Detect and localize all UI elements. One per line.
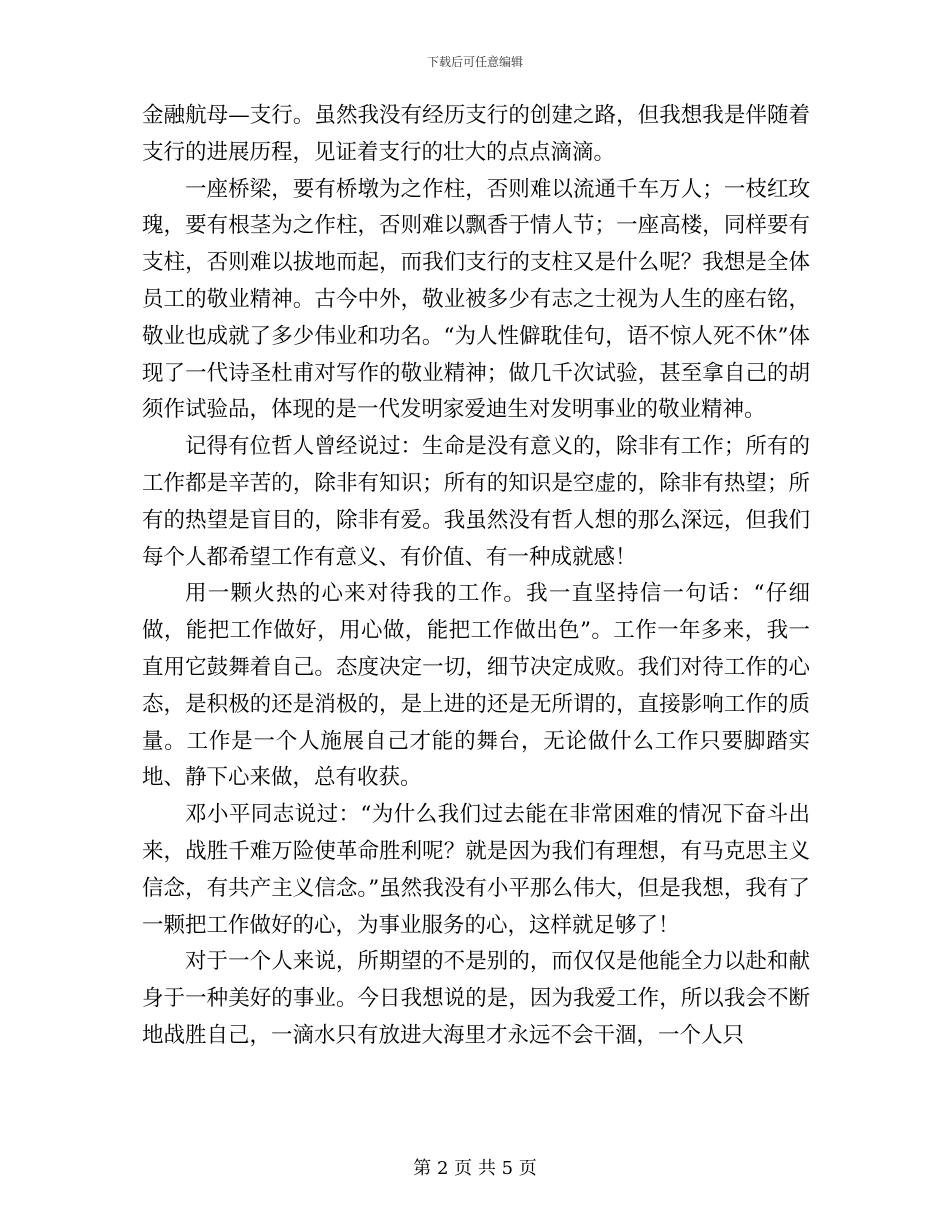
document-body xyxy=(142,98,810,1055)
paragraph: 邓小平同志说过：“为什么我们过去能在非常困难的情况下奋斗出来，战胜千难万险使革命胜利呢？就是因为我们有理想，有马克思主义信念，有共产主义信念。”虽然我没有小平那么伟大，但是我想，我有了一颗把工作做好的心，为事业服务的心，这样就足够了！ xyxy=(142,802,810,938)
paragraph: 对于一个人来说，所期望的不是别的，而仅仅是他能全力以赴和献身于一种美好的事业。今日我想说的是，因为我爱工作，所以我会不断地战胜自己，一滴水只有放进大海里才永远不会干涸，一个人只 xyxy=(142,949,810,1048)
page-number: 第 2 页 共 5 页 xyxy=(413,1158,537,1179)
paragraph: 用一颗火热的心来对待我的工作。我一直坚持信一句话：“仔细做，能把工作做好，用心做，能把工作做出色”。工作一年多来，我一直用它鼓舞着自己。态度决定一切，细节决定成败。我们对待工作的心态，是积极的还是消极的，是上进的还是无所谓的，直接影响工作的质量。工作是一个人施展自己才能的舞台，无论做什么工作只要脚踏实地、静下心来做，总有收获。 xyxy=(142,581,810,791)
paragraph-continuation: 金融航母—支行。虽然我没有经历支行的创建之路，但我想我是伴随着支行的进展历程，见证着支行的壮大的点点滴滴。 xyxy=(142,103,810,165)
paragraph: 一座桥梁，要有桥墩为之作柱，否则难以流通千车万人；一枝红玫瑰，要有根茎为之作柱，否则难以飘香于情人节；一座高楼，同样要有支柱，否则难以拔地而起，而我们支行的支柱又是什么呢？我想是全体员工的敬业精神。古今中外，敬业被多少有志之士视为人生的座右铭，敬业也成就了多少伟业和功名。“为人性僻耽佳句，语不惊人死不休”体现了一代诗圣杜甫对写作的敬业精神；做几千次试验，甚至拿自己的胡须作试验品，体现的是一代发明家爱迪生对发明事业的敬业精神。 xyxy=(142,176,810,423)
page-header: 下载后可任意编辑 xyxy=(426,55,523,69)
paragraph: 记得有位哲人曾经说过：生命是没有意义的，除非有工作；所有的工作都是辛苦的，除非有知识；所有的知识是空虚的，除非有热望；所有的热望是盲目的，除非有爱。我虽然没有哲人想的那么深远，但我们每个人都希望工作有意义、有价值、有一种成就感！ xyxy=(142,434,810,570)
